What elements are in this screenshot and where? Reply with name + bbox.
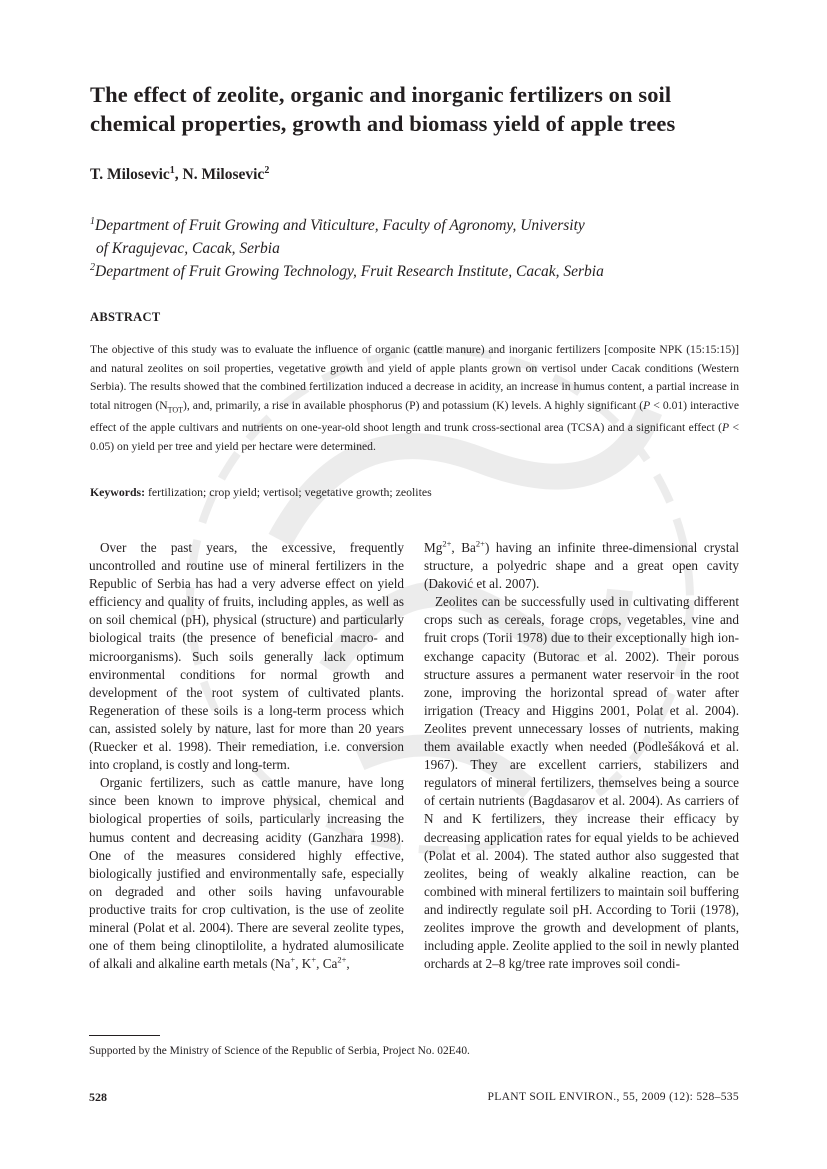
abstract-subscript: TOT (167, 404, 183, 414)
affiliation-text: Department of Fruit Growing Technology, Fruit Research Institute, Cacak, Serbia (95, 263, 604, 281)
abstract-fragment: The objective of this study was to evaluate the influence of organic (cattle manure) and inorganic fertilizers [composite NPK (15:15:15)] and natural zeolites on soil properties, vegetative growth and yield of apple plants grown on vertisol under Cacak conditions (Western Serbia). The results showed that the combined fertilization induced a decrease in acidity, an increase in humus content, a partial increase in total nitrogen (N (90, 343, 739, 412)
paragraph-fragment: Mg (424, 540, 443, 555)
author-affiliation-mark: 2 (264, 165, 270, 176)
paragraph-fragment: ) having an infinite three-dimensional crystal structure, a polyedric shape and a great open cavity (Daković et al. 2007). (424, 540, 739, 592)
abstract-italic: P (643, 398, 651, 412)
page-number: 528 (89, 1090, 107, 1104)
abstract-fragment: < 0.01) interactive effect of the apple cultivars and nutrients on one-year-old shoot length and trunk cross-sectional area (TCSA) and a significant effect ( (90, 398, 739, 435)
abstract-heading: ABSTRACT (90, 310, 161, 324)
keywords (90, 485, 432, 500)
paragraph-fragment: Organic fertilizers, such as cattle manure, have long since been known to improve physical, chemical and biological properties of soils, particularly increasing the humus content and decreasing acidity (Ganzhara 1998). One of the measures considered highly effective, biologically justified and environmentally safe, especially on degraded and other soils having unfavourable productive traits for crop cultivation, is the use of zeolite mineral (Polat et al. 2004). There are several zeolite types, one of them being clinoptilolite, a hydrated alumosilicate of alkali and alkaline earth metals (Na (89, 775, 404, 972)
affiliation-1 (90, 210, 770, 260)
superscript: 2+ (442, 538, 452, 549)
footnote-divider (89, 1035, 160, 1036)
superscript: + (290, 954, 296, 965)
author-affiliation-mark: 1 (169, 165, 175, 176)
superscript: 2+ (475, 538, 485, 549)
abstract-text (90, 341, 739, 456)
footnote: Supported by the Ministry of Science of the Republic of Serbia, Project No. 02E40. (89, 1045, 470, 1057)
paragraph-fragment: K (301, 956, 312, 972)
body-paragraph: Over the past years, the excessive, frequently uncontrolled and routine use of mineral fertilizers in the Republic of Serbia has had a very adverse effect on yield efficiency and quality of fruits, including apples, as well as on soil chemical (pH), physical (structure) and particularly biological traits (the presence of beneficial macro- and microorganisms). Such soils generally lack optimum environmental conditions for normal growth and development of the root system of cultivated plants. Regeneration of these soils is a long-term process which can, assisted solely by nature, last for more than 20 years (Ruecker et al. 1998). Their remediation, i.e. conversion into cropland, is costly and long-term. (89, 540, 404, 773)
affiliation-mark: 1 (90, 216, 95, 227)
journal-reference: PLANT SOIL ENVIRON., 55, 2009 (12): 528–535 (487, 1090, 739, 1103)
body-column-left (89, 539, 404, 973)
paragraph-fragment: , Ba (451, 540, 476, 555)
keywords-text: fertilization; crop yield; vertisol; vegetative growth; zeolites (148, 485, 432, 499)
abstract-italic: P (722, 421, 730, 435)
affiliation-2 (90, 256, 770, 283)
paper-title: The effect of zeolite, organic and inorganic fertilizers on soil chemical properties, growth and biomass yield of apple trees (90, 82, 676, 136)
superscript: + (311, 954, 317, 965)
abstract-fragment: ), and, primarily, a rise in available phosphorus (P) and potassium (K) levels. A highly significant ( (182, 398, 644, 412)
body-paragraph (424, 539, 739, 593)
abstract-fragment: < 0.05) on yield per tree and yield per hectare were determined. (90, 421, 740, 453)
keywords-label: Keywords: (90, 485, 146, 499)
superscript: 2+ (337, 954, 347, 965)
body-column-right (424, 539, 739, 973)
authors: T. Milosevic$^1$, N. Milosevic$^2$ (90, 165, 270, 184)
body-paragraph: Organic fertilizers, such as cattle manure, have long since been known to improve physical, chemical and biological properties of soils, particularly increasing the humus content and decreasing acidity (Ganzhara 1998). One of the measures considered highly effective, biologically justified and environmentally safe, especially on degraded and other soils having unfavourable productive traits for crop cultivation, is the use of zeolite mineral (Polat et al. 2004). There are several zeolite types, one of them being clinoptilolite, a hydrated alumosilicate of alkali and alkaline earth metals (Na+, K+, $Ca^{2+}$, (89, 775, 404, 972)
author-name: T. Milosevic (90, 166, 170, 184)
affiliation-text: Department of Fruit Growing and Viticulture, Faculty of Agronomy, University (95, 217, 585, 235)
affiliation-mark: 2 (90, 262, 95, 273)
author-name: N. Milosevic (182, 166, 265, 184)
body-paragraph: Zeolites can be successfully used in cultivating different crops such as cereals, forage crops, vegetables, vine and fruit crops (Torii 1978) due to their exceptionally high ion-exchange capacity (Butorac et al. 2002). Their porous structure assures a permanent water reservoir in the root zone, improving the horizontal spread of water after irrigation (Treacy and Higgins 2001, Polat et al. 2004). Zeolites prevent unnecessary losses of nutrients, making them available exactly when needed (Podlešáková et al. 1967). They are excellent carriers, stabilizers and regulators of mineral fertilizers, themselves being a source of certain nutrients (Bagdasarov et al. 2004). As carriers of N and K fertilizers, they increase their efficacy by decreasing application rates for equal yields to be achieved (Polat et al. 2004). The stated author also suggested that zeolites, being of weakly alkaline reaction, can be combined with mineral fertilizers to maintain soil buffering and indirectly regulate soil pH. According to Torii (1978), zeolites improve the growth and development of plants, including apple. Zeolite applied to the soil in newly planted orchards at 2–8 kg/tree rate improves soil condi- (424, 594, 739, 972)
paragraph-fragment: , Ca (316, 956, 338, 972)
affiliation-text: of Kragujevac, Cacak, Serbia (96, 240, 280, 258)
